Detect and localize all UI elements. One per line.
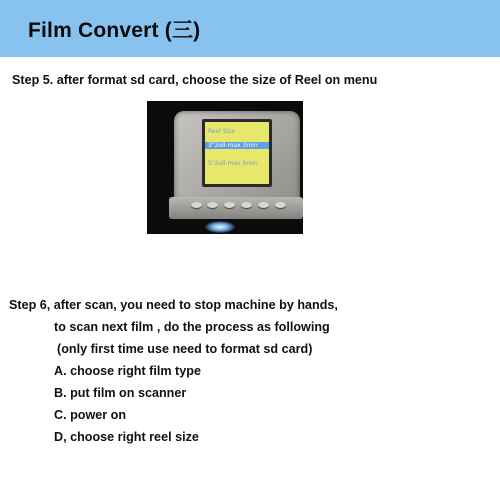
power-light — [205, 221, 235, 233]
title-banner — [0, 0, 500, 57]
device-button — [191, 202, 202, 208]
step5-instruction: Step 5. after format sd card, choose the size of Reel on menu — [12, 73, 378, 87]
step6-item-d: D, choose right reel size — [54, 430, 199, 444]
step6-line: to scan next film , do the process as following — [54, 320, 330, 334]
step6-item-b: B. put film on scanner — [54, 386, 187, 400]
device-photo — [147, 101, 303, 234]
device-button — [207, 202, 218, 208]
page-title: Film Convert (三) — [28, 19, 201, 42]
step6-item-a: A. choose right film type — [54, 364, 201, 378]
screen-menu-selected-option: 3"2oll-max 3min — [205, 142, 269, 149]
device-button — [275, 202, 286, 208]
device-screen-frame — [202, 119, 272, 187]
device-base — [169, 197, 303, 219]
screen-menu-option: 5"2oll-max 5min — [208, 160, 258, 167]
device-button — [258, 202, 269, 208]
device-screen — [205, 122, 269, 184]
step6-note: (only first time use need to format sd card) — [57, 342, 313, 356]
device-button — [224, 202, 235, 208]
device-button — [241, 202, 252, 208]
screen-menu-title: Reel Size — [208, 128, 236, 135]
step6-instruction: Step 6, after scan, you need to stop machine by hands, — [9, 298, 338, 312]
step6-item-c: C. power on — [54, 408, 127, 422]
